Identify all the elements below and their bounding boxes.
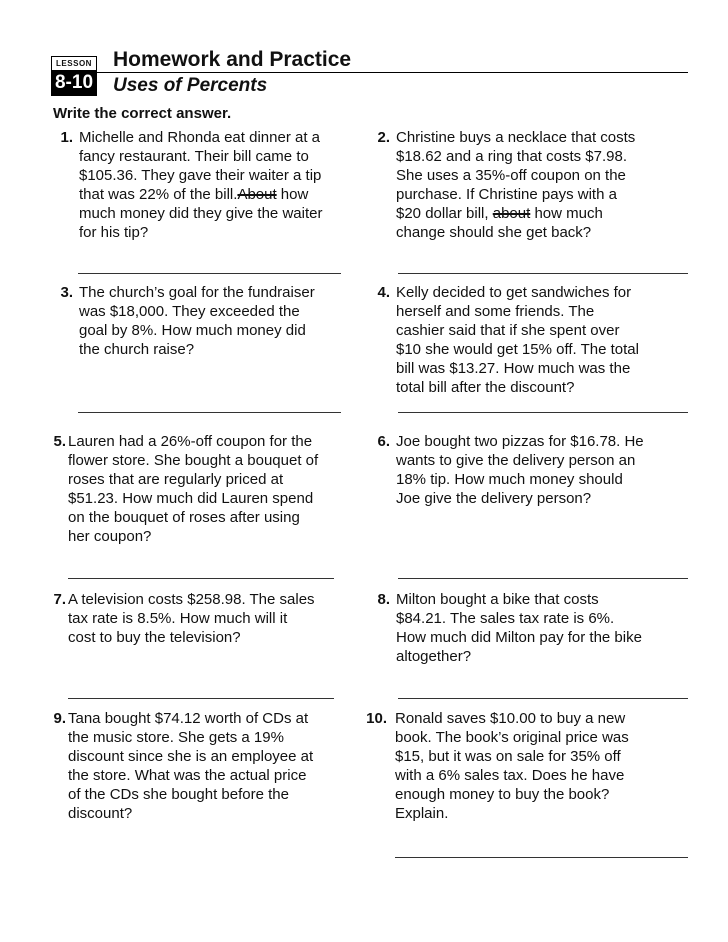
problem-line: book. The book’s original price was <box>395 729 629 746</box>
instructions: Write the correct answer. <box>53 105 232 122</box>
problem-number: 10. <box>366 710 387 727</box>
problem-text <box>79 128 322 242</box>
lesson-badge <box>51 56 97 96</box>
problem-line: roses that are regularly priced at <box>68 471 284 488</box>
problem-number: 4. <box>377 284 390 301</box>
answer-line-4[interactable] <box>398 412 688 413</box>
problem-line: cashier said that if she spent over <box>396 322 620 339</box>
problem-line-text: how much <box>530 205 603 222</box>
problem-line: total bill after the discount? <box>396 379 575 396</box>
problem-line: the music store. She gets a 19% <box>68 729 284 746</box>
problem-text <box>396 283 639 397</box>
problem-line: $105.36. They gave their waiter a tip <box>79 167 322 184</box>
answer-line-3[interactable] <box>78 412 341 413</box>
problem-line: altogether? <box>396 648 472 665</box>
problem-line-text: $20 dollar bill, <box>396 205 489 222</box>
problem-text <box>396 432 644 508</box>
problem-line: Kelly decided to get sandwiches for <box>396 284 632 301</box>
problem-line: Tana bought $74.12 worth of CDs at <box>68 710 309 727</box>
problem-line: herself and some friends. The <box>396 303 595 320</box>
problem-number: 6. <box>377 433 390 450</box>
problem-line: with a 6% sales tax. Does he have <box>395 767 625 784</box>
answer-line-5[interactable] <box>68 578 334 579</box>
problem-line <box>396 204 635 223</box>
problem-line: 18% tip. How much money should <box>396 471 623 488</box>
problem-line: wants to give the delivery person an <box>396 452 636 469</box>
problem-line: A television costs $258.98. The sales <box>68 591 315 608</box>
answer-line-1[interactable] <box>78 273 341 274</box>
problem-text <box>68 590 315 647</box>
problem-line: was $18,000. They exceeded the <box>79 303 300 320</box>
problem-line: bill was $13.27. How much was the <box>396 360 631 377</box>
problem-text <box>395 709 629 823</box>
problem-number: 3. <box>60 284 73 301</box>
page-subtitle: Uses of Percents <box>113 75 268 96</box>
struck-word: about <box>492 205 531 222</box>
problem-line: much money did they give the waiter <box>79 205 323 222</box>
problem-line: for his tip? <box>79 224 149 241</box>
problem-line: Joe give the delivery person? <box>396 490 592 507</box>
problem-line: on the bouquet of roses after using <box>68 509 300 526</box>
problem-line: change should she get back? <box>396 224 592 241</box>
problem-line: flower store. She bought a bouquet of <box>68 452 319 469</box>
problem-line-text: that was 22% of the bill. <box>79 186 238 203</box>
page-title: Homework and Practice <box>113 48 352 71</box>
answer-line-7[interactable] <box>68 698 334 699</box>
problem-line: $18.62 and a ring that costs $7.98. <box>396 148 627 165</box>
answer-line-10[interactable] <box>395 857 688 858</box>
problem-line <box>79 185 322 204</box>
problem-text <box>68 432 318 546</box>
problem-line: the church raise? <box>79 341 195 358</box>
answer-line-6[interactable] <box>398 578 688 579</box>
problem-number: 2. <box>377 129 390 146</box>
problem-number: 1. <box>60 129 73 146</box>
problem-line: How much did Milton pay for the bike <box>396 629 642 646</box>
problem-line: Milton bought a bike that costs <box>396 591 599 608</box>
problem-text <box>68 709 313 823</box>
problem-line: Michelle and Rhonda eat dinner at a <box>79 129 320 146</box>
problem-line: She uses a 35%-off coupon on the <box>396 167 626 184</box>
lesson-number: 8-10 <box>52 71 96 95</box>
problem-line: goal by 8%. How much money did <box>79 322 306 339</box>
problem-text <box>79 283 315 359</box>
problem-line-text: how <box>276 186 309 203</box>
answer-line-2[interactable] <box>398 273 688 274</box>
problem-line: Joe bought two pizzas for $16.78. He <box>396 433 644 450</box>
problem-line: fancy restaurant. Their bill came to <box>79 148 309 165</box>
problem-line: Explain. <box>395 805 449 822</box>
problem-line: discount? <box>68 805 133 822</box>
problem-line: enough money to buy the book? <box>395 786 610 803</box>
problem-line: her coupon? <box>68 528 152 545</box>
problem-line: purchase. If Christine pays with a <box>396 186 617 203</box>
problem-line: $10 she would get 15% off. The total <box>396 341 639 358</box>
problem-line: Lauren had a 26%-off coupon for the <box>68 433 313 450</box>
problem-text <box>396 128 635 242</box>
problem-line: of the CDs she bought before the <box>68 786 289 803</box>
problem-line: The church’s goal for the fundraiser <box>79 284 315 301</box>
problem-line: cost to buy the television? <box>68 629 241 646</box>
problem-number: 8. <box>377 591 390 608</box>
answer-line-8[interactable] <box>398 698 688 699</box>
problem-number: 7. <box>53 591 66 608</box>
title-divider <box>51 72 688 73</box>
problem-line: Christine buys a necklace that costs <box>396 129 636 146</box>
problem-line: tax rate is 8.5%. How much will it <box>68 610 288 627</box>
problem-text <box>396 590 642 666</box>
problem-line: Ronald saves $10.00 to buy a new <box>395 710 626 727</box>
problem-number: 9. <box>53 710 66 727</box>
lesson-label: LESSON <box>52 57 96 71</box>
problem-number: 5. <box>53 433 66 450</box>
problem-line: $51.23. How much did Lauren spend <box>68 490 314 507</box>
problem-line: $84.21. The sales tax rate is 6%. <box>396 610 615 627</box>
problem-line: the store. What was the actual price <box>68 767 307 784</box>
problem-line: discount since she is an employee at <box>68 748 314 765</box>
problem-line: $15, but it was on sale for 35% off <box>395 748 621 765</box>
struck-word: About <box>237 186 277 203</box>
